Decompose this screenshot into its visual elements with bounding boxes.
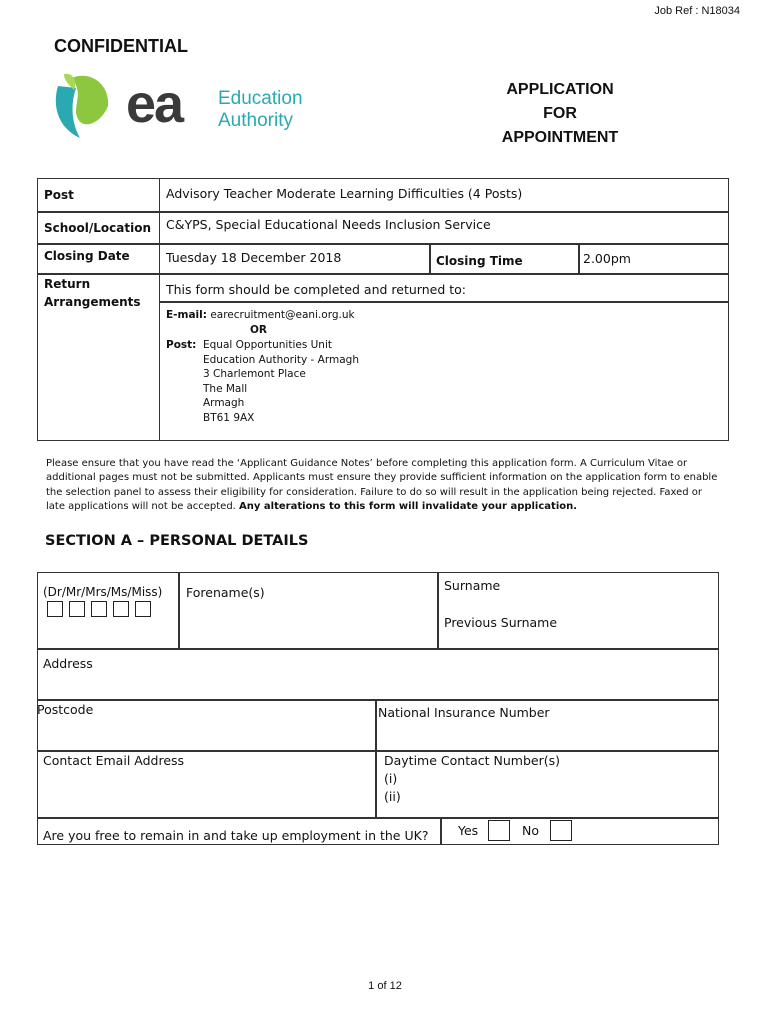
address-line: 3 Charlemont Place [203,368,306,380]
postcode-field[interactable]: Postcode [37,702,94,717]
return-intro: This form should be completed and returned to: [166,282,466,297]
or-text: OR [250,324,268,336]
guidance-notes-warning: Any alterations to this form will invalidate your application. [239,501,578,513]
title-ms-checkbox[interactable] [113,601,129,617]
address-line: The Mall [203,382,248,395]
forename-field[interactable]: Forename(s) [186,585,265,600]
closing-date-value: Tuesday 18 December 2018 [166,250,342,265]
logo-text-authority: Authority [218,110,293,131]
logo-text-education: Education [218,88,303,109]
ni-number-field[interactable]: National Insurance Number [378,705,550,720]
contact-email-field[interactable]: Contact Email Address [43,753,185,768]
no-label: No [522,823,539,838]
address-line: Armagh [203,397,245,409]
confidential-heading: CONFIDENTIAL [54,36,188,56]
title-mrs-checkbox[interactable] [91,601,107,617]
uk-yes-checkbox[interactable] [488,820,510,841]
address-line: BT61 9AX [203,411,255,424]
daytime-number-ii-field[interactable]: (ii) [384,789,401,804]
form-title-line-3: APPOINTMENT [501,129,619,146]
education-authority-logo [50,66,330,150]
form-title [470,78,650,150]
title-miss-checkbox[interactable] [135,601,151,617]
postal-address [203,338,359,425]
return-label-line-1: Return [44,277,91,291]
address-line: Equal Opportunities Unit [203,339,332,351]
previous-surname-field[interactable]: Previous Surname [444,615,558,630]
post-address-label: Post: [166,339,197,351]
closing-time-label: Closing Time [436,254,523,268]
return-email-line [166,308,355,323]
post-table-label-column [37,178,160,441]
email-label: E-mail: [166,309,207,321]
address-line: Education Authority - Armagh [203,353,359,366]
title-mr-checkbox[interactable] [69,601,85,617]
closing-date-label: Closing Date [44,249,130,263]
title-checkboxes [47,600,157,618]
return-label-line-2: Arrangements [44,295,141,309]
surname-field[interactable]: Surname [444,578,501,593]
daytime-number-label: Daytime Contact Number(s) [384,753,560,768]
post-label: Post [44,188,74,202]
guidance-notes [46,457,722,515]
school-location-value: C&YPS, Special Educational Needs Inclusion Service [166,217,491,232]
page-number: 1 of 12 [368,980,402,992]
uk-employment-question: Are you free to remain in and take up employment in the UK? [43,828,429,843]
uk-no-checkbox[interactable] [550,820,572,841]
email-value: earecruitment@eani.org.uk [210,309,355,321]
post-value: Advisory Teacher Moderate Learning Difficulties (4 Posts) [166,186,523,201]
yes-label: Yes [458,823,479,838]
form-title-line-2: FOR [543,105,577,122]
job-reference: Job Ref : N18034 [654,5,740,17]
form-title-line-1: APPLICATION [506,81,614,98]
school-location-label: School/Location [44,221,152,235]
title-dr-checkbox[interactable] [47,601,63,617]
daytime-number-i-field[interactable]: (i) [384,771,398,786]
logo-mark-text: ea [126,74,183,134]
title-options-label: (Dr/Mr/Mrs/Ms/Miss) [43,585,163,599]
address-field[interactable]: Address [43,656,93,671]
closing-time-value: 2.00pm [583,251,631,266]
section-a-heading: SECTION A – PERSONAL DETAILS [45,533,309,549]
guidance-notes-text: Please ensure that you have read the ‘Applicant Guidance Notes’ before completing this application form. A Curriculum Vitae or additional pages must not be submitted. Applicants must ensure they provide sufficient information on the application form to enable the selection panel to assess their eligibility for consideration. Failure to do so will result in the application being rejected. Faxed or late applications will not be accepted. [46,458,718,513]
